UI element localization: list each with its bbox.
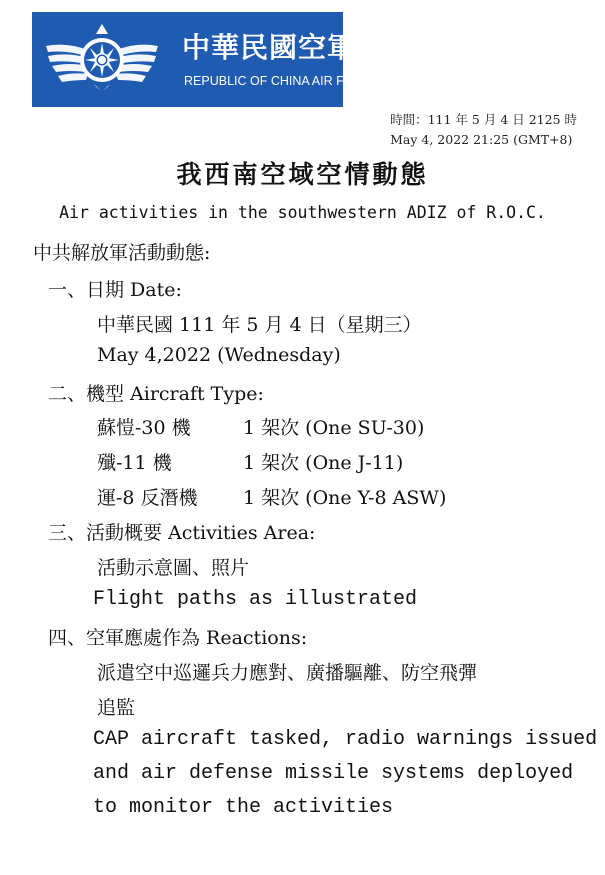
reactions-en-line2: and air defense missile systems deployed <box>93 762 574 785</box>
reactions-en-line1: CAP aircraft tasked, radio warnings issued <box>93 728 598 751</box>
air-force-logo-banner <box>32 12 380 107</box>
aircraft-name: 蘇愷-30 機 <box>97 417 191 439</box>
timestamp <box>390 110 577 150</box>
aircraft-count: 1 架次 (One Y-8 ASW) <box>243 487 447 509</box>
reactions-en-line3: to monitor the activities <box>93 796 394 819</box>
page-title-zh: 我西南空域空情動態 <box>176 160 429 189</box>
aircraft-name: 殲-11 機 <box>97 452 172 474</box>
date-zh: 中華民國 111 年 5 月 4 日（星期三） <box>97 314 422 336</box>
reactions-heading: 四、空軍應處作為 Reactions: <box>48 627 308 649</box>
page-title-en: Air activities in the southwestern ADIZ of R.O.C. <box>59 203 546 222</box>
reactions-zh-line2: 追監 <box>97 697 136 719</box>
area-heading: 三、活動概要 Activities Area: <box>48 522 316 544</box>
aircraft-heading: 二、機型 Aircraft Type: <box>48 383 264 405</box>
aircraft-count: 1 架次 (One J-11) <box>243 452 404 474</box>
aircraft-row <box>97 483 446 510</box>
area-zh: 活動示意圖、照片 <box>97 557 250 579</box>
timestamp-en: May 4, 2022 21:25 (GMT+8) <box>390 132 573 147</box>
aircraft-count: 1 架次 (One SU-30) <box>243 417 425 439</box>
area-en: Flight paths as illustrated <box>93 588 418 611</box>
logo-name-en: REPUBLIC OF CHINA AIR FORCE <box>184 74 380 88</box>
logo-name-zh: 中華民國空軍 <box>182 31 357 64</box>
timestamp-zh: 時間：111 年 5 月 4 日 2125 時 <box>390 112 577 127</box>
date-heading: 一、日期 Date: <box>48 279 182 301</box>
roc-air-force-emblem-icon <box>36 16 168 104</box>
date-en: May 4,2022 (Wednesday) <box>97 344 341 366</box>
aircraft-name: 運-8 反潛機 <box>97 487 198 509</box>
aircraft-row <box>97 448 403 475</box>
reactions-zh-line1: 派遣空中巡邏兵力應對、廣播驅離、防空飛彈 <box>97 662 478 684</box>
aircraft-row <box>97 413 424 440</box>
intro-line: 中共解放軍活動動態: <box>33 242 211 264</box>
